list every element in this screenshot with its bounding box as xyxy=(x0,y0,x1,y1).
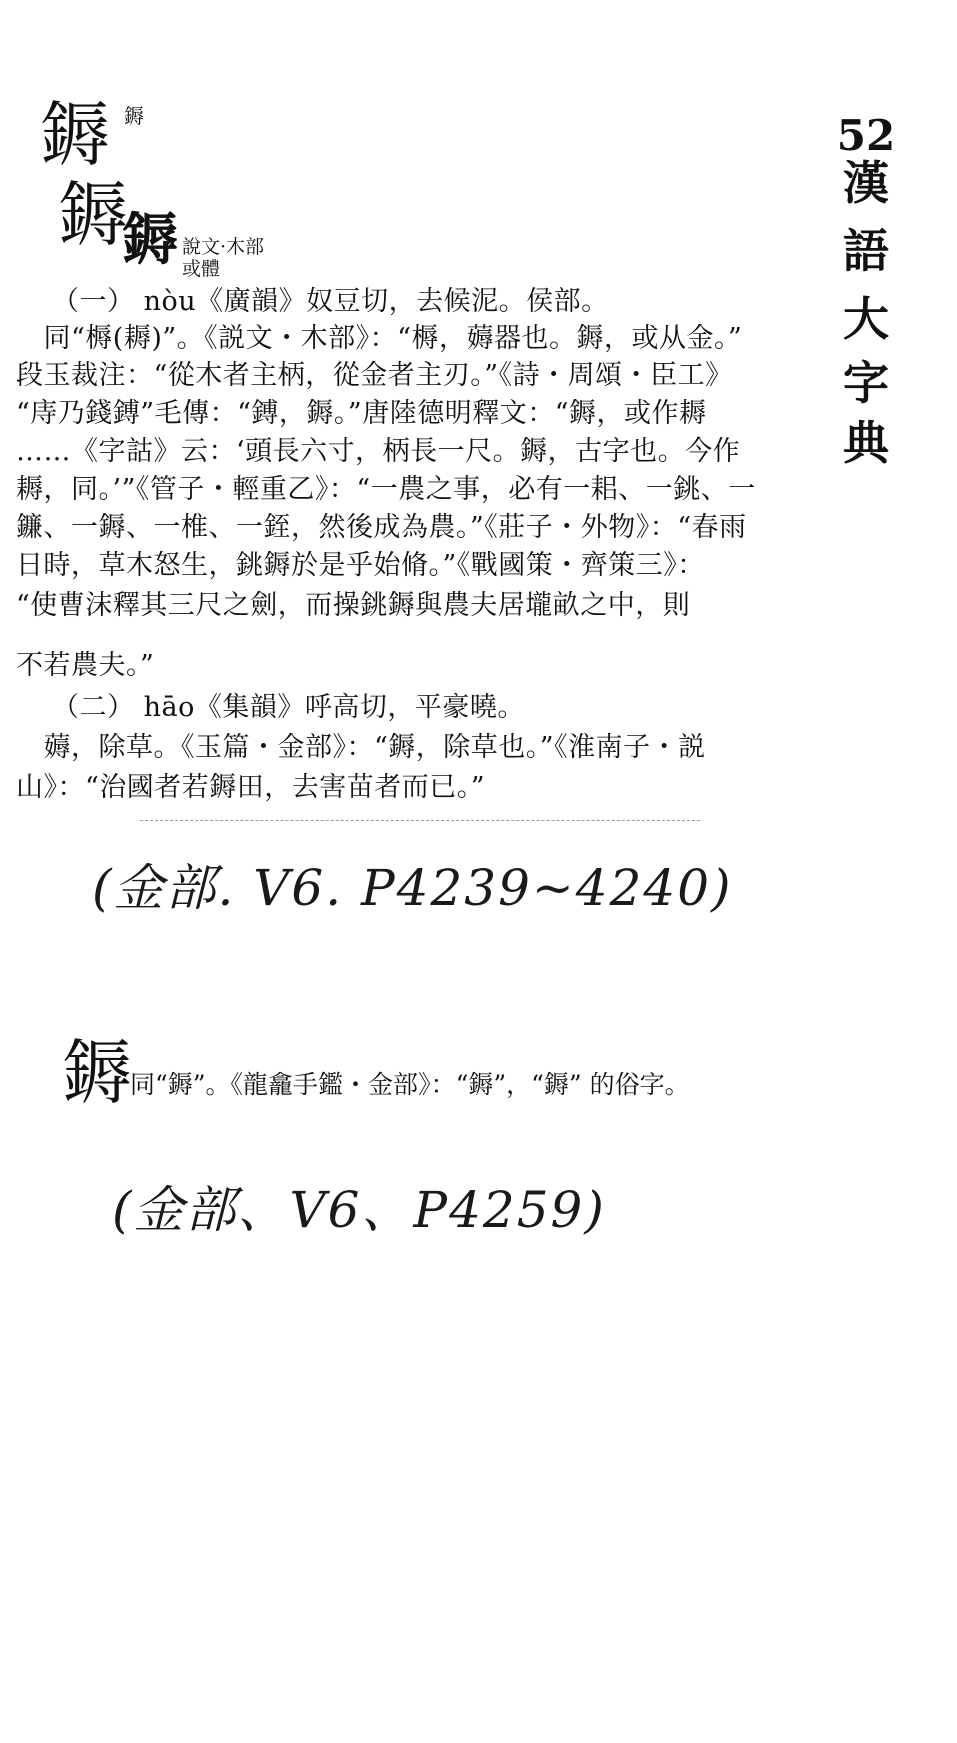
entry1-line-2: 同“槈(耨)”。《説文・木部》：“槈，薅器也。鎒，或从金。” xyxy=(16,323,743,354)
entry1-line-9: “使曹沫釋其三尺之劍，而操銚鎒與農夫居壠畝之中，則 xyxy=(16,590,691,621)
side-title-char-4: 字 xyxy=(843,356,889,410)
entry1-line-12: 薅，除草。《玉篇・金部》：“鎒，除草也。”《淮南子・説 xyxy=(16,732,706,763)
side-title-char-2: 語 xyxy=(843,224,889,278)
head-variant-character: 鎒 xyxy=(124,104,144,128)
entry1-line-13: 山》：“治國者若鎒田，去害苗者而已。” xyxy=(16,772,486,803)
entry-character: 鎒 xyxy=(58,174,128,256)
entry1-handwritten-reference: (金部. V6. P4239~4240) xyxy=(92,859,733,917)
entry1-line-4: “庤乃錢鎛”毛傳：“鎛，鎒。”唐陸德明釋文：“鎒，或作耨 xyxy=(16,398,707,429)
entry2-handwritten-reference: (金部、V6、P4259) xyxy=(112,1181,606,1239)
side-title-char-1: 漢 xyxy=(843,156,889,210)
entry2-character: 鎒 xyxy=(62,1032,132,1114)
side-title-char-5: 典 xyxy=(843,416,889,470)
side-title-char-3: 大 xyxy=(843,292,889,346)
page-number: 52 xyxy=(836,111,896,160)
entry1-line-1: （一） nòu《廣韻》奴豆切，去候泥。侯部。 xyxy=(52,286,609,317)
entry1-line-6: 耨，同。’”《管子・輕重乙》：“一農之事，必有一耜、一銚、一 xyxy=(16,474,756,505)
entry1-line-11: （二） hāo《集韻》呼高切，平豪曉。 xyxy=(52,692,525,723)
seal-script-character: 鎒 xyxy=(122,207,178,273)
entry1-line-7: 鐮、一鎒、一椎、一銍，然後成為農。”《莊子・外物》：“春雨 xyxy=(16,512,747,543)
head-character: 鎒 xyxy=(40,94,110,176)
entry1-line-5: ……《字詁》云：‘頭長六寸，柄長一尺。鎒，古字也。今作 xyxy=(16,436,741,467)
entry1-line-8: 日時，草木怒生，銚鎒於是乎始脩。”《戰國策・齊策三》： xyxy=(16,550,705,581)
entry2-text: 同“鎒”。《龍龕手鑑・金部》：“鎒”，“鎒” 的俗字。 xyxy=(130,1070,690,1099)
entry1-line-3: 段玉裁注：“從木者主柄，從金者主刃。”《詩・周頌・臣工》 xyxy=(16,360,733,391)
entry1-line-10: 不若農夫。” xyxy=(16,650,155,681)
seal-note: 或體 xyxy=(182,258,221,280)
seal-source: 說文·木部 xyxy=(182,236,265,258)
scan-divider xyxy=(140,820,700,821)
